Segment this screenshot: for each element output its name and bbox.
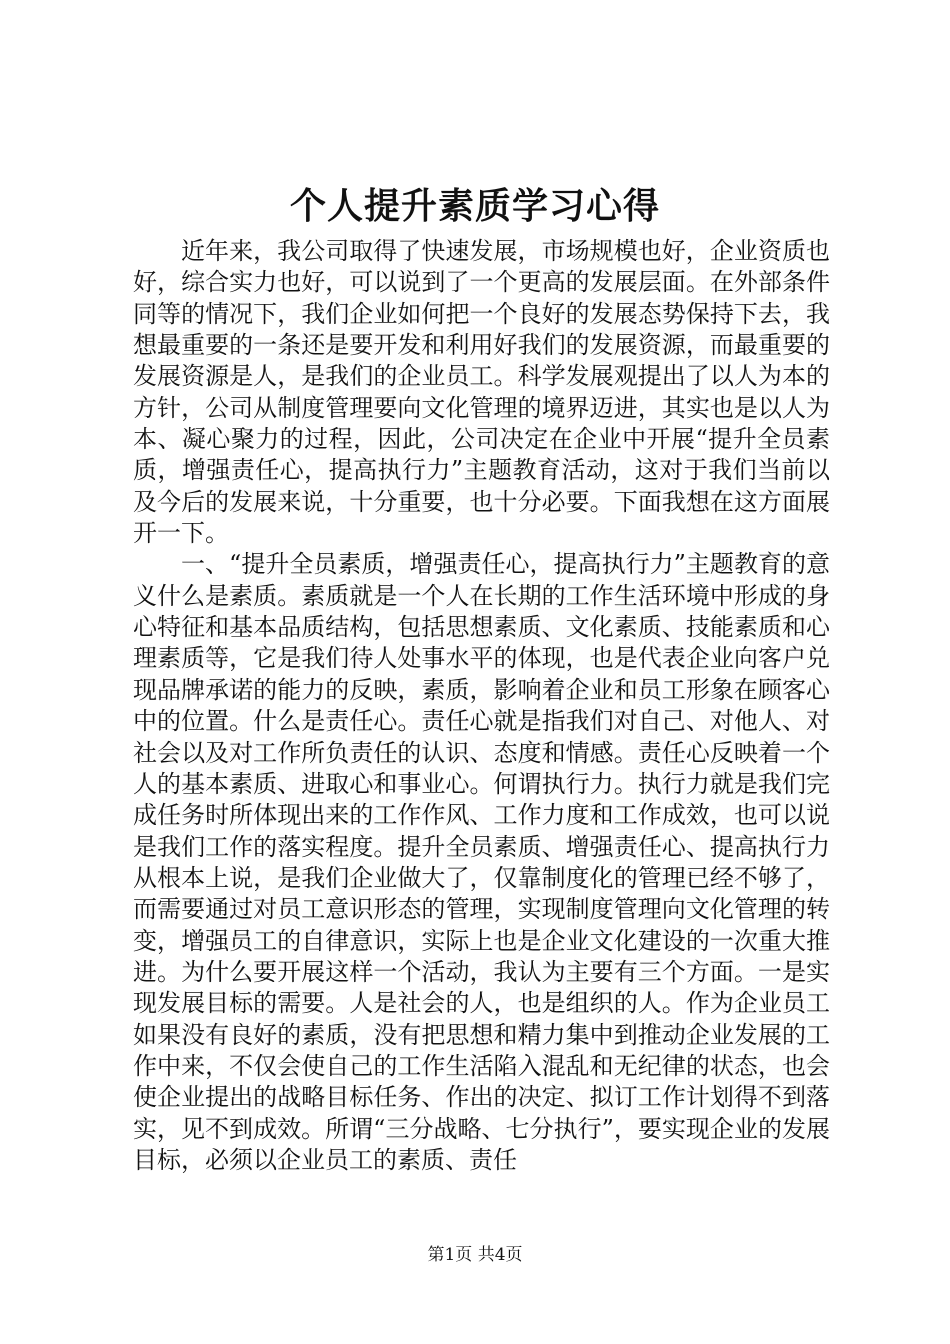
document-title: 个人提升素质学习心得 <box>289 185 660 227</box>
document-body <box>133 236 830 1176</box>
page-number-footer: 第1页 共4页 <box>427 1245 523 1265</box>
paragraph-section-one: 一、“提升全员素质，增强责任心，提高执行力”主题教育的意义什么是素质。素质就是一个人在长期的工作生活环境中形成的身心特征和基本品质结构，包括思想素质、文化素质、技能素质和心理素质等，它是我们待人处事水平的体现，也是代表企业向客户兑现品牌承诺的能力的反映，素质，影响着企业和员工形象在顾客心中的位置。什么是责任心。责任心就是指我们对自己、对他人、对社会以及对工作所负责任的认识、态度和情感。责任心反映着一个人的基本素质、进取心和事业心。何谓执行力。执行力就是我们完成任务时所体现出来的工作作风、工作力度和工作成效，也可以说是我们工作的落实程度。提升全员素质、增强责任心、提高执行力从根本上说，是我们企业做大了，仅靠制度化的管理已经不够了，而需要通过对员工意识形态的管理，实现制度管理向文化管理的转变，增强员工的自律意识，实际上也是企业文化建设的一次重大推进。为什么要开展这样一个活动，我认为主要有三个方面。一是实现发展目标的需要。人是社会的人，也是组织的人。作为企业员工如果没有良好的素质，没有把思想和精力集中到推动企业发展的工作中来，不仅会使自己的工作生活陷入混乱和无纪律的状态，也会使企业提出的战略目标任务、作出的决定、拟订工作计划得不到落实，见不到成效。所谓“三分战略、七分执行”，要实现企业的发展目标，必须以企业员工的素质、责任 <box>133 550 830 1174</box>
paragraph-intro: 近年来，我公司取得了快速发展，市场规模也好，企业资质也好，综合实力也好，可以说到了一个更高的发展层面。在外部条件同等的情况下，我们企业如何把一个良好的发展态势保持下去，我想最重要的一条还是要开发和利用好我们的发展资源，而最重要的发展资源是人，是我们的企业员工。科学发展观提出了以人为本的方针，公司从制度管理要向文化管理的境界迈进，其实也是以人为本、凝心聚力的过程，因此，公司决定在企业中开展“提升全员素质，增强责任心，提高执行力”主题教育活动，这对于我们当前以及今后的发展来说，十分重要，也十分必要。下面我想在这方面展开一下。 <box>133 237 830 548</box>
